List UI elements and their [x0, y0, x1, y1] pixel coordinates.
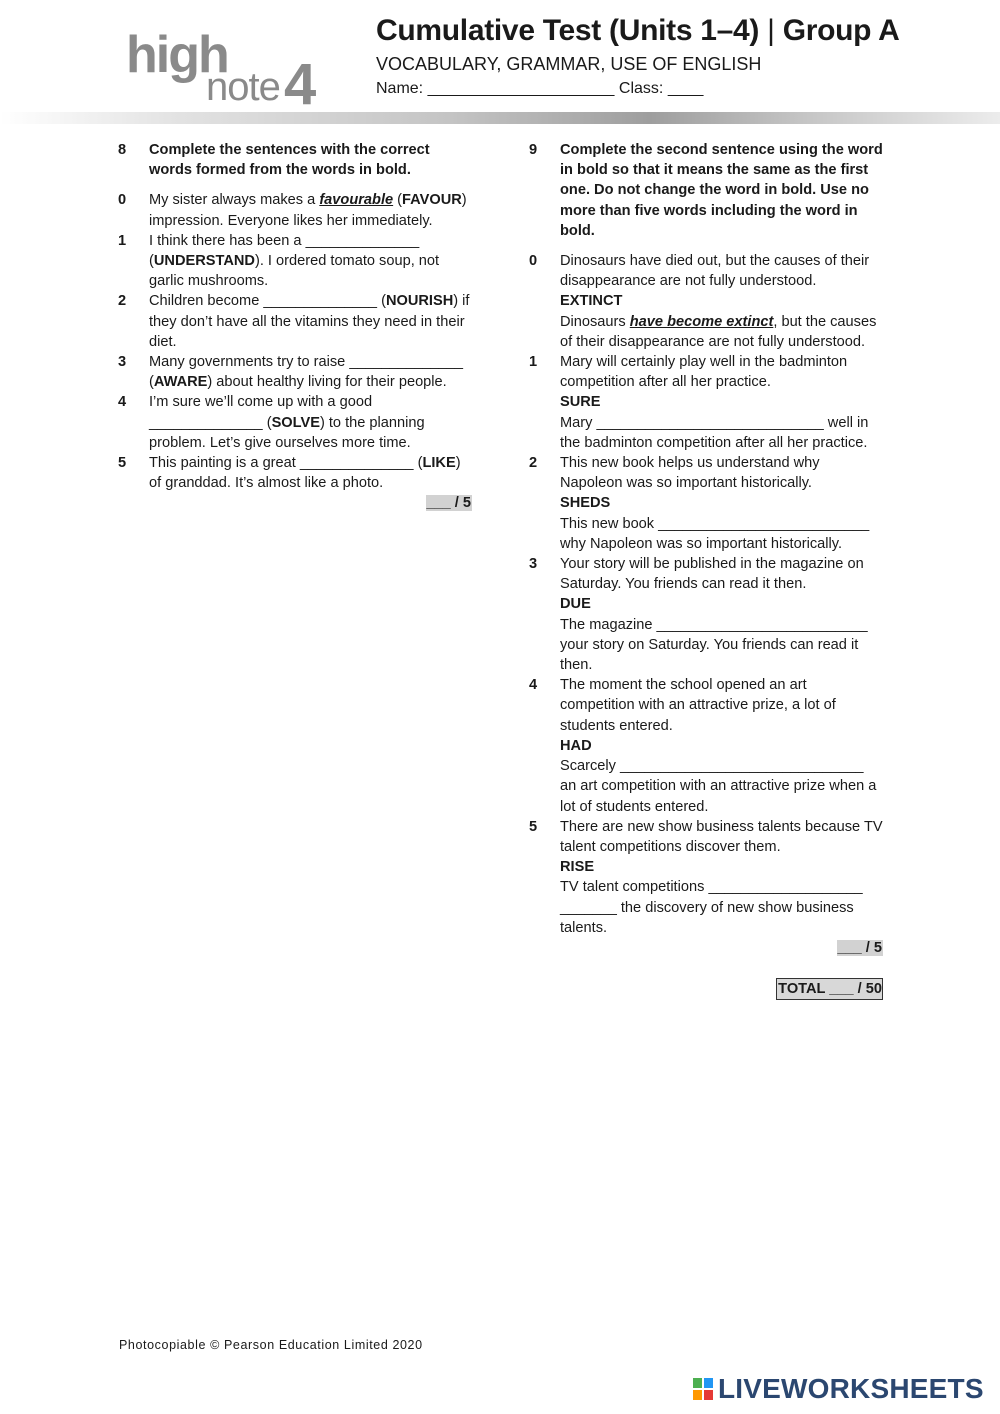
header-divider-band [0, 112, 1000, 124]
name-label: Name: [376, 80, 424, 97]
item-start: Mary [560, 414, 597, 431]
answer-blank[interactable]: ______________ [305, 232, 420, 249]
item-end: your story on Saturday. You friends can read it then. [560, 636, 859, 674]
exercise-8-heading [118, 140, 472, 180]
item-before: Many governments try to raise [149, 354, 350, 371]
item-number: 5 [529, 818, 538, 835]
answer-blank[interactable]: ______________ [263, 293, 378, 310]
exercise-9-item-5 [529, 817, 883, 938]
answer-blank[interactable]: __________________________ [656, 616, 868, 633]
exercise-8-item-4 [118, 392, 472, 453]
answer-blank[interactable]: ______________ [299, 455, 414, 472]
item-text [149, 392, 472, 453]
item-number: 1 [529, 354, 538, 371]
item-number: 4 [118, 394, 127, 411]
item-keyword: AWARE [153, 374, 208, 391]
item-sentence: Your story will be published in the magazine on Saturday. You friends can read it then. [560, 556, 864, 593]
item-keyword: SOLVE [271, 414, 320, 431]
item-body [560, 817, 883, 938]
exercise-9 [529, 140, 883, 1000]
item-after-open: ( [149, 253, 154, 270]
answer-blank[interactable]: ______________________________ [620, 758, 864, 775]
item-number: 5 [118, 455, 127, 472]
item-keyword: DUE [560, 596, 591, 613]
item-sentence: Mary will certainly play well in the badminton competition after all her practice. [560, 354, 848, 391]
item-end: well in the badminton competition after all her practice. [560, 414, 869, 451]
exercise-9-heading [529, 140, 883, 241]
item-body [560, 352, 883, 453]
score-box[interactable]: ___ / 5 [426, 495, 471, 512]
exercise-8-item-1 [118, 231, 472, 292]
exercise-9-item-3 [529, 554, 883, 675]
item-keyword: LIKE [422, 455, 456, 472]
item-body [560, 251, 883, 352]
item-number: 0 [529, 253, 538, 270]
item-keyword: UNDERSTAND [153, 253, 255, 270]
title-group: Group A [782, 14, 900, 47]
item-text [149, 352, 472, 392]
item-keyword: RISE [560, 859, 595, 876]
logo-number: 4 [284, 52, 317, 112]
item-before: This painting is a great [149, 455, 300, 472]
item-keyword: EXTINCT [560, 293, 623, 310]
item-before: My sister always makes a [149, 192, 320, 209]
item-end: an art competition with an attractive prize when a lot of students entered. [560, 778, 877, 815]
exercise-instruction: Complete the second sentence using the word in bold so that it means the same as the first one. Do not change the word in bold. Use no more than five words including the word in bold. [560, 142, 883, 239]
item-after-open: ( [262, 414, 272, 431]
item-before: I’m sure we’ll come up with a good [149, 394, 373, 411]
item-after: ) of granddad. It’s almost like a photo. [149, 455, 461, 492]
item-before: Children become [149, 293, 264, 310]
exercise-9-item-4 [529, 675, 883, 816]
exercise-8-score [118, 493, 472, 513]
item-text [149, 190, 472, 230]
item-keyword: FAVOUR [402, 192, 462, 209]
item-number: 2 [529, 455, 538, 472]
page-title [376, 14, 899, 48]
exercise-9-item-0 [529, 251, 883, 352]
example-answer: favourable [319, 192, 394, 209]
item-body [560, 554, 883, 675]
item-text [149, 453, 472, 493]
item-sentence: There are new show business talents because TV talent competitions discover them. [560, 818, 883, 855]
item-sentence: The moment the school opened an art competition with an attractive prize, a lot of students entered. [560, 677, 836, 734]
item-number: 0 [118, 192, 127, 209]
item-after: ) impression. Everyone likes her immediately. [149, 192, 467, 229]
item-number: 4 [529, 677, 538, 694]
item-sentence: This new book helps us understand why Napoleon was so important historically. [560, 455, 820, 492]
item-after: ) to the planning problem. Let’s give ourselves more time. [149, 414, 425, 451]
liveworksheets-brand[interactable] [692, 1372, 992, 1406]
exercise-8 [118, 140, 472, 514]
item-start: Dinosaurs [560, 313, 630, 330]
item-body [560, 453, 883, 554]
exercise-instruction: Complete the sentences with the correct words formed from the words in bold. [149, 142, 430, 179]
liveworksheets-icon [692, 1377, 714, 1401]
total-score [529, 978, 883, 1000]
exercise-number: 8 [118, 142, 127, 158]
answer-blank[interactable]: ____________________________ [596, 414, 824, 431]
item-after: ) if they don’t have all the vitamins they need in their diet. [149, 293, 470, 350]
logo-text-bottom: note [206, 65, 280, 109]
item-sentence: Dinosaurs have died out, but the causes of their disappearance are not fully understood. [560, 253, 870, 290]
item-after-open: ( [413, 455, 423, 472]
exercise-9-item-2 [529, 453, 883, 554]
item-after-open: ( [377, 293, 386, 310]
item-start: TV talent competitions [560, 879, 709, 896]
score-box[interactable]: ___ / 5 [837, 939, 882, 956]
copyright-footer: Photocopiable © Pearson Education Limited 2020 [119, 1338, 423, 1352]
answer-blank[interactable]: ______________ [149, 414, 263, 431]
item-text [149, 231, 472, 292]
class-blank[interactable]: ____ [667, 80, 704, 97]
answer-blank[interactable]: ______________ [349, 354, 463, 371]
page-subtitle: VOCABULARY, GRAMMAR, USE OF ENGLISH [376, 54, 762, 74]
example-answer: have become extinct [629, 313, 774, 330]
item-start: The magazine [560, 616, 657, 633]
item-after: ). I ordered tomato soup, not garlic mushrooms. [149, 253, 440, 290]
exercise-8-item-0 [118, 190, 472, 230]
name-class-line [376, 80, 703, 98]
item-keyword: NOURISH [385, 293, 454, 310]
item-text [149, 291, 472, 352]
item-after-open: ( [393, 192, 403, 209]
item-number: 2 [118, 293, 127, 310]
item-after-open: ( [149, 374, 154, 391]
title-separator: | [767, 14, 775, 47]
high-note-logo [124, 22, 334, 112]
answer-blank[interactable]: ___________________ _______ [560, 879, 863, 916]
name-blank[interactable]: _____________________ [427, 80, 615, 97]
icon-square-blue [704, 1378, 713, 1388]
item-after: ) about healthy living for their people. [207, 374, 447, 391]
logo-text-top: high [126, 26, 228, 84]
class-label: Class: [618, 80, 664, 97]
item-keyword: SHEDS [560, 495, 611, 512]
liveworksheets-text: LIVEWORKSHEETS [718, 1373, 984, 1404]
item-end: why Napoleon was so important historically. [560, 535, 842, 552]
item-end: , but the causes of their disappearance are not fully understood. [560, 313, 877, 350]
item-keyword: SURE [560, 394, 601, 411]
exercise-8-item-3 [118, 352, 472, 392]
icon-square-green [693, 1378, 702, 1388]
total-box[interactable]: TOTAL ___ / 50 [776, 978, 883, 1000]
item-end: the discovery of new show business talents. [560, 899, 854, 936]
answer-blank[interactable]: __________________________ [658, 515, 870, 532]
item-start: Scarcely [560, 758, 621, 775]
item-number: 1 [118, 232, 127, 249]
item-keyword: HAD [560, 737, 592, 754]
item-body [560, 675, 883, 816]
exercise-number: 9 [529, 142, 538, 158]
exercise-9-item-1 [529, 352, 883, 453]
item-before: I think there has been a [149, 232, 306, 249]
icon-square-red [704, 1390, 713, 1400]
item-number: 3 [118, 354, 127, 371]
exercise-8-item-5 [118, 453, 472, 493]
icon-square-orange [693, 1390, 702, 1400]
title-main: Cumulative Test (Units 1–4) [376, 14, 760, 47]
exercise-9-score [529, 938, 883, 958]
item-start: This new book [560, 515, 659, 532]
exercise-8-item-2 [118, 291, 472, 352]
item-number: 3 [529, 556, 538, 573]
